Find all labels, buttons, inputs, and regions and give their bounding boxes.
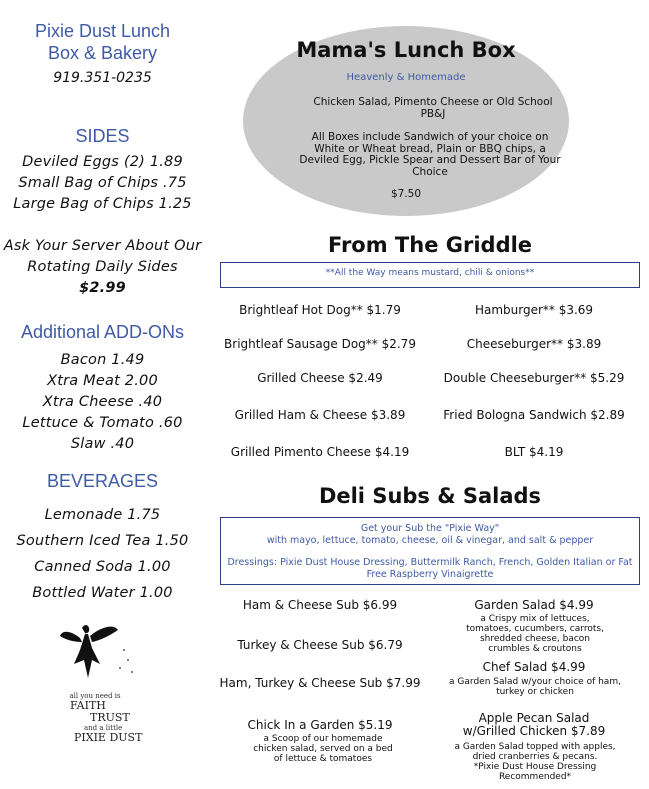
brand-line2: Box & Bakery	[47, 43, 158, 63]
phone-number: 919.351-0235	[53, 70, 152, 86]
sides-list	[0, 152, 205, 215]
beverage-item: Southern Iced Tea 1.50	[16, 533, 189, 549]
griddle-item: Grilled Pimento Cheese $4.19	[230, 445, 410, 459]
griddle-item: Grilled Ham & Cheese $3.89	[234, 408, 406, 422]
logo-line3: TRUST	[90, 711, 130, 724]
side-item: Deviled Eggs (2) 1.89	[22, 154, 183, 170]
deli-note-line1: Get your Sub the "Pixie Way"	[360, 523, 500, 534]
salad-recommendation: *Pixie Dust House Dressing Recommended*	[473, 762, 597, 782]
brand-name	[0, 20, 205, 64]
addons-heading: Additional ADD-ONs	[20, 322, 185, 342]
deli-dressings: Dressings: Pixie Dust House Dressing, Buttermilk Ranch, French, Golden Italian or Fat Free Raspberry Vinaigrette	[227, 557, 633, 580]
lunchbox-description: All Boxes include Sandwich of your choice on White or Wheat bread, Plain or BBQ chips, a Deviled Egg, Pickle Spear and Dessert Bar of Your Choice	[299, 131, 561, 178]
beverage-item: Lemonade 1.75	[44, 507, 161, 523]
deli-note-line2: with mayo, lettuce, tomato, cheese, oil & vinegar, and salt & pepper	[266, 535, 594, 546]
logo-line5: PIXIE DUST	[74, 731, 143, 744]
salad-item	[428, 712, 640, 738]
salad-item: Chef Salad $4.99	[482, 660, 586, 674]
sub-item: Ham & Cheese Sub $6.99	[242, 598, 398, 612]
addon-item: Slaw .40	[70, 436, 135, 452]
griddle-note: **All the Way means mustard, chili & onions**	[325, 268, 535, 278]
addon-item: Xtra Cheese .40	[42, 394, 163, 410]
griddle-item: Brightleaf Hot Dog** $1.79	[239, 303, 401, 317]
sides-heading: SIDES	[75, 126, 130, 146]
logo-line2: FAITH	[70, 699, 106, 712]
griddle-item: Hamburger** $3.69	[474, 303, 594, 317]
beverages-heading: BEVERAGES	[46, 471, 159, 491]
sub-item: Turkey & Cheese Sub $6.79	[237, 638, 403, 652]
addon-item: Lettuce & Tomato .60	[22, 415, 183, 431]
lunchbox-price: $7.50	[390, 188, 422, 200]
side-item: Small Bag of Chips .75	[18, 175, 187, 191]
side-item: Large Bag of Chips 1.25	[13, 196, 192, 212]
daily-sides-line1: Ask Your Server About Our	[3, 238, 202, 254]
salad-item: Garden Salad $4.99	[474, 598, 594, 612]
fairy-logo	[40, 620, 150, 760]
brand-line1: Pixie Dust Lunch	[34, 21, 171, 41]
addon-item: Xtra Meat 2.00	[47, 373, 158, 389]
daily-sides-line2: Rotating Daily Sides	[27, 259, 178, 275]
logo-line4: and a little	[84, 724, 123, 732]
beverage-item: Bottled Water 1.00	[32, 585, 173, 601]
griddle-item: Fried Bologna Sandwich $2.89	[443, 408, 625, 422]
beverages-list	[0, 502, 205, 606]
addons-list	[0, 350, 205, 455]
deli-note	[222, 523, 638, 547]
salad-item-description: a Crispy mix of lettuces, tomatoes, cucumbers, carrots, shredded cheese, bacon crumbles & croutons	[466, 614, 604, 654]
salad-name-line1: Apple Pecan Salad	[478, 711, 590, 725]
daily-sides-note	[0, 236, 205, 299]
griddle-item: BLT $4.19	[504, 445, 564, 459]
griddle-title: From The Griddle	[327, 233, 533, 257]
fairy-silhouette-icon	[40, 620, 150, 690]
deli-title: Deli Subs & Salads	[318, 484, 542, 508]
salad-item-description: a Garden Salad topped with apples, dried cranberries & pecans.	[454, 742, 616, 762]
salad-name-line2: w/Grilled Chicken $7.89	[462, 724, 606, 738]
beverage-item: Canned Soda 1.00	[34, 559, 171, 575]
sub-item: Chick In a Garden $5.19	[247, 718, 393, 732]
salad-item-description: a Garden Salad w/your choice of ham, turkey or chicken	[449, 677, 621, 697]
griddle-item: Double Cheeseburger** $5.29	[443, 371, 625, 385]
griddle-item: Brightleaf Sausage Dog** $2.79	[224, 337, 416, 351]
sub-item-description: a Scoop of our homemade chicken salad, served on a bed of lettuce & tomatoes	[253, 734, 393, 764]
lunchbox-tagline: Heavenly & Homemade	[346, 72, 466, 83]
griddle-item: Grilled Cheese $2.49	[257, 371, 383, 385]
lunchbox-choices: Chicken Salad, Pimento Cheese or Old School PB&J	[313, 96, 553, 120]
lunchbox-title: Mama's Lunch Box	[296, 38, 516, 62]
addon-item: Bacon 1.49	[60, 352, 145, 368]
griddle-item: Cheeseburger** $3.89	[466, 337, 602, 351]
logo-line1: all you need is	[69, 692, 121, 700]
sub-item: Ham, Turkey & Cheese Sub $7.99	[219, 676, 421, 690]
daily-sides-price: $2.99	[79, 280, 126, 296]
